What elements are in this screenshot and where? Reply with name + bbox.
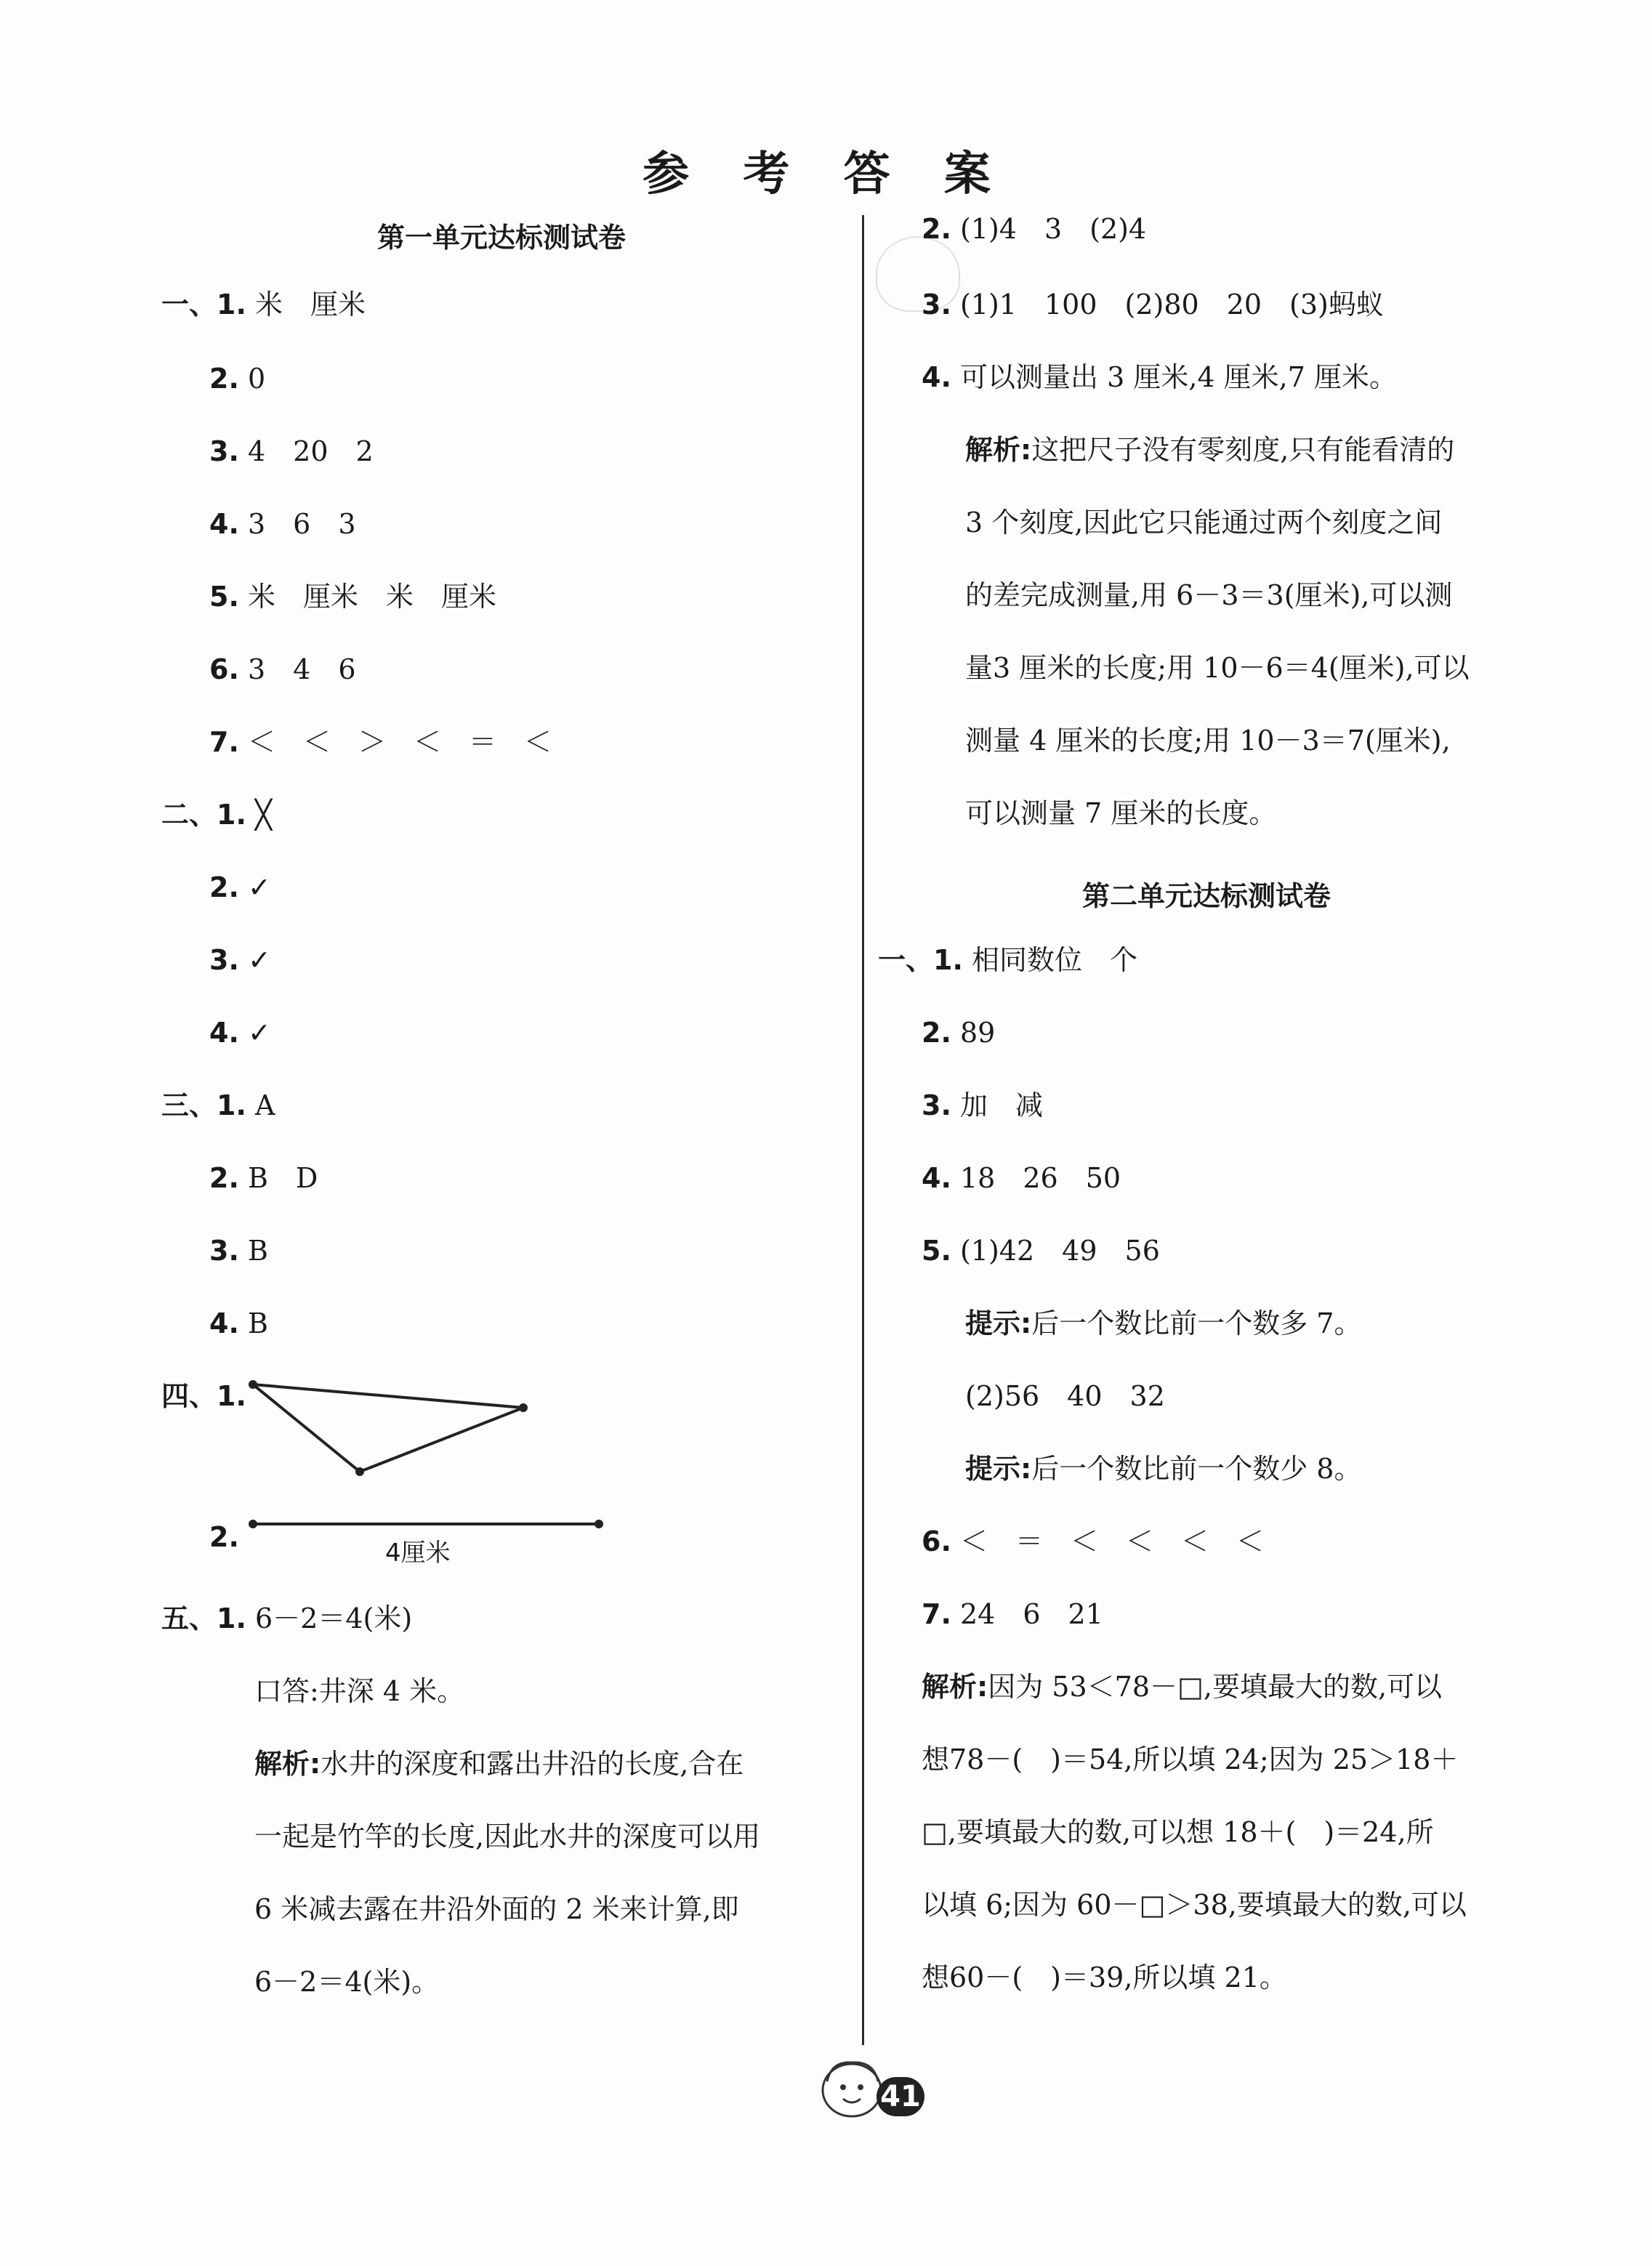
item-number: 4. bbox=[922, 361, 951, 393]
triangle-figure bbox=[240, 1377, 545, 1486]
item-answer: ╳ bbox=[255, 799, 272, 831]
analysis-line: 一起是竹竿的长度,因此水井的深度可以用 bbox=[254, 1821, 761, 1852]
analysis-line: 想78－( )＝54,所以填 24;因为 25＞18＋ bbox=[922, 1743, 1459, 1775]
hint-line bbox=[965, 1455, 1361, 1483]
segment-endpoint bbox=[249, 1520, 257, 1528]
item-answer: 18 26 50 bbox=[959, 1162, 1121, 1194]
answer-line bbox=[209, 1523, 239, 1551]
analysis-line bbox=[965, 436, 1454, 464]
item-number: 6. bbox=[922, 1525, 951, 1557]
item-answer: 加 减 bbox=[959, 1089, 1043, 1121]
part-prefix: 五、 bbox=[161, 1602, 217, 1634]
analysis-line: 量3 厘米的长度;用 10－6＝4(厘米),可以 bbox=[965, 652, 1470, 684]
page-title: 参 考 答 案 bbox=[642, 148, 1010, 201]
item-answer: A bbox=[255, 1089, 275, 1121]
item-number: 4. bbox=[209, 1017, 239, 1049]
item-number: 4. bbox=[209, 508, 239, 540]
triangle-vertex bbox=[249, 1380, 257, 1389]
item-answer: 米 厘米 米 厘米 bbox=[247, 581, 496, 613]
item-answer: 24 6 21 bbox=[959, 1598, 1103, 1630]
item-number: 7. bbox=[209, 726, 239, 758]
analysis-line: 以填 6;因为 60－□＞38,要填最大的数,可以 bbox=[922, 1889, 1467, 1921]
item-answer: (1)4 3 (2)4 bbox=[959, 213, 1147, 245]
item-answer: 0 bbox=[247, 363, 266, 395]
hint-text: 后一个数比前一个数少 8。 bbox=[1031, 1453, 1362, 1485]
analysis-line: 想60－( )＝39,所以填 21。 bbox=[922, 1961, 1287, 1993]
item-number: 3. bbox=[209, 944, 239, 976]
hint-label: 提示: bbox=[965, 1453, 1032, 1485]
oral-answer: 口答:井深 4 米。 bbox=[254, 1675, 465, 1707]
left-section-title: 第一单元达标测试卷 bbox=[376, 222, 626, 254]
analysis-line bbox=[922, 1673, 1442, 1701]
analysis-line: 测量 4 厘米的长度;用 10－3＝7(厘米), bbox=[965, 725, 1451, 757]
item-answer: 89 bbox=[959, 1017, 996, 1049]
answer-line bbox=[161, 1382, 246, 1410]
answer-line bbox=[922, 1237, 1160, 1265]
analysis-line: □,要填最大的数,可以想 18＋( )＝24,所 bbox=[922, 1816, 1434, 1848]
right-section-title: 第二单元达标测试卷 bbox=[1081, 880, 1331, 912]
item-number: 3. bbox=[209, 1235, 239, 1267]
item-answer: 米 厘米 bbox=[255, 289, 366, 320]
item-number: 3. bbox=[922, 1089, 951, 1121]
answer-line bbox=[209, 1019, 271, 1047]
answer-line bbox=[209, 653, 356, 685]
item-answer: ✓ bbox=[247, 944, 271, 976]
answer-line bbox=[922, 1164, 1121, 1192]
item-number: 1. bbox=[217, 289, 246, 320]
item-answer: ＜ ＝ ＜ ＜ ＜ ＜ bbox=[959, 1525, 1264, 1557]
answer-line bbox=[209, 435, 374, 467]
item-number: 4. bbox=[209, 1307, 239, 1339]
segment-figure bbox=[247, 1515, 611, 1537]
item-answer: 3 4 6 bbox=[247, 653, 356, 685]
item-number: 1. bbox=[933, 944, 963, 976]
answer-line bbox=[209, 1237, 268, 1265]
triangle-vertex bbox=[355, 1467, 364, 1476]
answer-line bbox=[161, 799, 272, 831]
item-number: 5. bbox=[922, 1235, 951, 1267]
triangle-vertex bbox=[519, 1403, 528, 1412]
item-answer: (1)42 49 56 bbox=[959, 1235, 1160, 1267]
answer-line bbox=[161, 1089, 275, 1121]
segment-label: 4厘米 bbox=[385, 1539, 451, 1568]
equation: 6－2＝4(米) bbox=[255, 1602, 413, 1634]
answer-line bbox=[209, 1164, 318, 1192]
item-answer: ✓ bbox=[247, 1017, 271, 1049]
column-divider bbox=[862, 215, 864, 2045]
item-number: 2. bbox=[209, 363, 239, 395]
analysis-label: 解析: bbox=[254, 1748, 321, 1780]
item-number: 2. bbox=[922, 213, 951, 245]
item-answer: (1)1 100 (2)80 20 (3)蚂蚁 bbox=[959, 289, 1384, 320]
item-number: 1. bbox=[217, 799, 246, 831]
item-answer: B bbox=[247, 1307, 268, 1339]
answer-line bbox=[922, 1525, 1264, 1557]
item-number: 7. bbox=[922, 1598, 951, 1630]
answer-line bbox=[922, 291, 1384, 318]
answer-line bbox=[922, 363, 1397, 391]
item-answer: 相同数位 个 bbox=[972, 944, 1138, 976]
item-answer: 可以测量出 3 厘米,4 厘米,7 厘米。 bbox=[959, 361, 1397, 393]
item-number: 1. bbox=[217, 1380, 246, 1412]
part-prefix: 二、 bbox=[161, 799, 217, 831]
item-number: 2. bbox=[209, 871, 239, 903]
analysis-line: 6 米减去露在井沿外面的 2 米来计算,即 bbox=[254, 1893, 739, 1925]
triangle-shape bbox=[253, 1384, 523, 1472]
answer-line bbox=[209, 946, 271, 974]
item-number: 1. bbox=[217, 1089, 246, 1121]
analysis-line: 的差完成测量,用 6－3＝3(厘米),可以测 bbox=[965, 579, 1453, 611]
answer-line bbox=[161, 1602, 413, 1634]
item-number: 4. bbox=[922, 1162, 951, 1194]
item-answer: 4 20 2 bbox=[247, 435, 374, 467]
answer-line bbox=[209, 581, 496, 613]
item-number: 2. bbox=[209, 1162, 239, 1194]
answer-line bbox=[922, 1600, 1103, 1628]
hint-label: 提示: bbox=[965, 1307, 1032, 1339]
analysis-label: 解析: bbox=[922, 1671, 988, 1703]
hint-text: 后一个数比前一个数多 7。 bbox=[1031, 1307, 1362, 1339]
answer-line bbox=[161, 291, 366, 318]
answer-line bbox=[209, 871, 271, 903]
item-number: 2. bbox=[209, 1521, 239, 1553]
segment-endpoint bbox=[595, 1520, 603, 1528]
analysis-text: 因为 53＜78－□,要填最大的数,可以 bbox=[988, 1671, 1443, 1703]
item-number: 5. bbox=[209, 581, 239, 613]
analysis-line: 6－2＝4(米)。 bbox=[254, 1966, 440, 1998]
answer-line bbox=[209, 728, 552, 756]
part-prefix: 一、 bbox=[161, 289, 217, 320]
item-answer: ＜ ＜ ＞ ＜ ＝ ＜ bbox=[247, 726, 552, 758]
analysis-text: 水井的深度和露出井沿的长度,合在 bbox=[321, 1748, 744, 1780]
part-prefix: 三、 bbox=[161, 1089, 217, 1121]
answer-line bbox=[922, 1089, 1043, 1121]
hint-line bbox=[965, 1307, 1362, 1339]
item-number: 3. bbox=[209, 435, 239, 467]
item-answer: B D bbox=[247, 1162, 318, 1194]
item-answer: B bbox=[247, 1235, 268, 1267]
part-prefix: 四、 bbox=[161, 1380, 217, 1412]
answer-line bbox=[922, 1019, 995, 1047]
analysis-label: 解析: bbox=[965, 434, 1032, 466]
item-number: 1. bbox=[217, 1602, 246, 1634]
part-prefix: 一、 bbox=[878, 944, 934, 976]
item-answer: 3 6 3 bbox=[247, 508, 356, 540]
answer-line bbox=[209, 1307, 268, 1339]
item-number: 6. bbox=[209, 653, 239, 685]
answer-line bbox=[209, 510, 356, 538]
sub-answer: (2)56 40 32 bbox=[965, 1380, 1165, 1412]
answer-line bbox=[922, 215, 1146, 243]
page-number: 41 bbox=[877, 2077, 924, 2116]
answer-line bbox=[209, 363, 266, 395]
item-number: 2. bbox=[922, 1017, 951, 1049]
item-number: 3. bbox=[922, 289, 951, 320]
item-answer: ✓ bbox=[247, 871, 271, 903]
analysis-line: 3 个刻度,因此它只能通过两个刻度之间 bbox=[965, 507, 1443, 539]
answer-line bbox=[878, 946, 1137, 974]
analysis-text: 这把尺子没有零刻度,只有能看清的 bbox=[1031, 434, 1455, 466]
analysis-line bbox=[254, 1750, 744, 1778]
analysis-line: 可以测量 7 厘米的长度。 bbox=[965, 797, 1277, 829]
